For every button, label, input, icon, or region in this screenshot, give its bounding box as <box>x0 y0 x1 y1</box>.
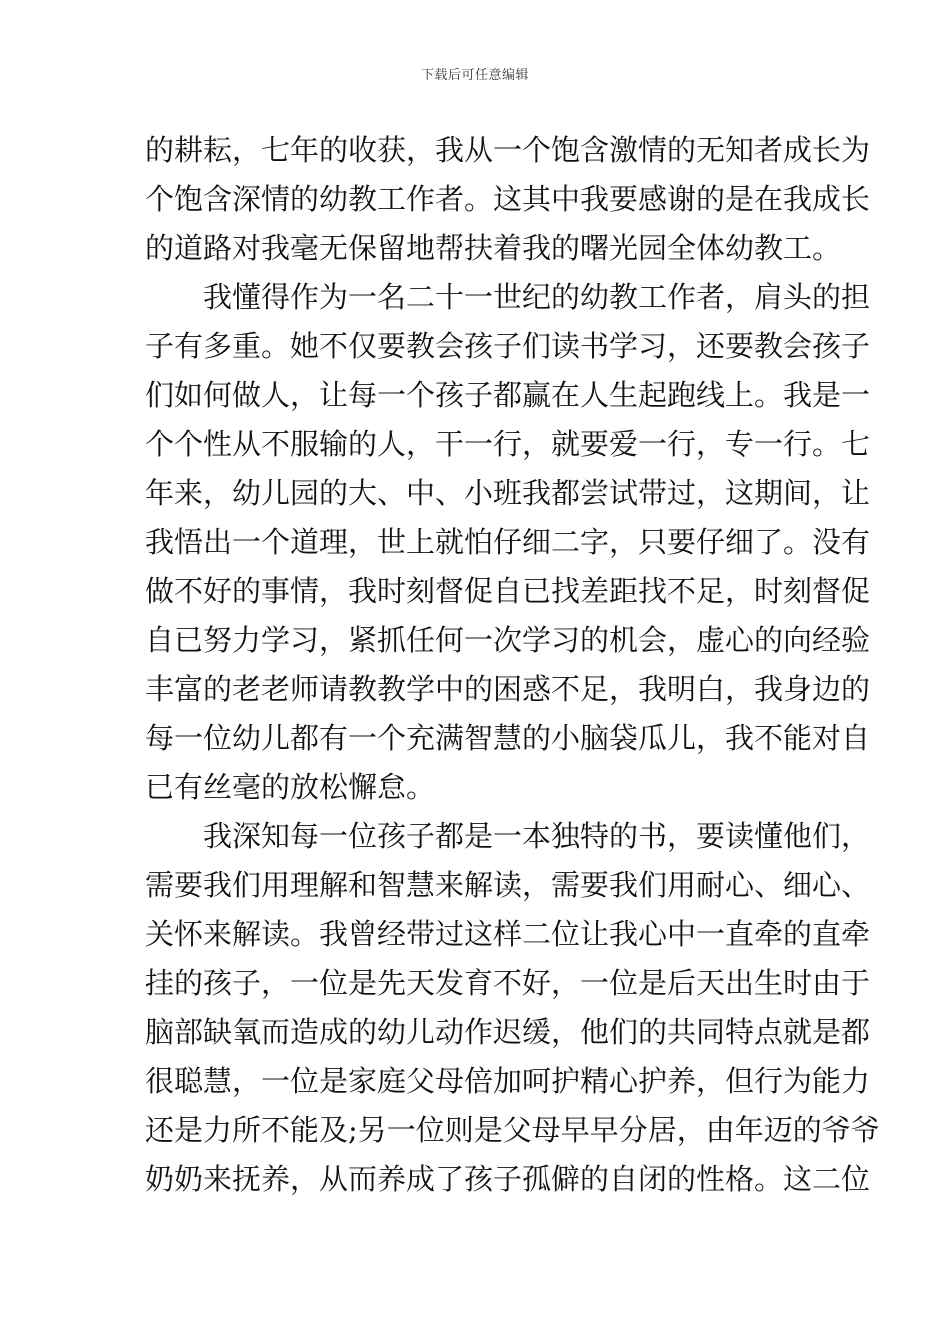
text-line: 的道路对我毫无保留地帮扶着我的曙光园全体幼教工。 <box>145 231 842 265</box>
text-line: 脑部缺氧而造成的幼儿动作迟缓，他们的共同特点就是都 <box>145 1015 871 1049</box>
text-line: 做不好的事情，我时刻督促自已找差距找不足，时刻督促 <box>145 574 871 608</box>
text-line: 们如何做人，让每一个孩子都赢在人生起跑线上。我是一 <box>145 378 871 412</box>
text-line: 我深知每一位孩子都是一本独特的书，要读懂他们， <box>145 819 871 853</box>
text-line: 个饱含深情的幼教工作者。这其中我要感谢的是在我成长 <box>145 182 871 216</box>
text-line: 还是力所不能及;另一位则是父母早早分居，由年迈的爷爷 <box>145 1113 880 1147</box>
text-line: 已有丝毫的放松懈怠。 <box>145 770 436 804</box>
text-line: 年来，幼儿园的大、中、小班我都尝试带过，这期间，让 <box>145 476 871 510</box>
text-line: 丰富的老老师请教教学中的困惑不足，我明白，我身边的 <box>145 672 871 706</box>
text-line: 需要我们用理解和智慧来解读，需要我们用耐心、细心、 <box>145 868 871 902</box>
text-line: 很聪慧，一位是家庭父母倍加呵护精心护养，但行为能力 <box>145 1064 871 1098</box>
text-line: 自已努力学习，紧抓任何一次学习的机会，虚心的向经验 <box>145 623 871 657</box>
page-header: 下载后可任意编辑 <box>420 68 529 83</box>
text-line: 个个性从不服输的人，干一行，就要爱一行，专一行。七 <box>145 427 871 461</box>
text-line: 子有多重。她不仅要教会孩子们读书学习，还要教会孩子 <box>145 329 871 363</box>
text-line: 每一位幼儿都有一个充满智慧的小脑袋瓜儿，我不能对自 <box>145 721 871 755</box>
document-body <box>145 126 880 1204</box>
text-line: 的耕耘，七年的收获，我从一个饱含激情的无知者成长为 <box>145 133 871 167</box>
text-line: 奶奶来抚养，从而养成了孩子孤僻的自闭的性格。这二位 <box>145 1162 871 1196</box>
text-line: 我懂得作为一名二十一世纪的幼教工作者，肩头的担 <box>145 280 871 314</box>
text-line: 我悟出一个道理，世上就怕仔细二字，只要仔细了。没有 <box>145 525 871 559</box>
text-line: 关怀来解读。我曾经带过这样二位让我心中一直牵的直牵 <box>145 917 871 951</box>
text-line: 挂的孩子，一位是先天发育不好，一位是后天出生时由于 <box>145 966 871 1000</box>
